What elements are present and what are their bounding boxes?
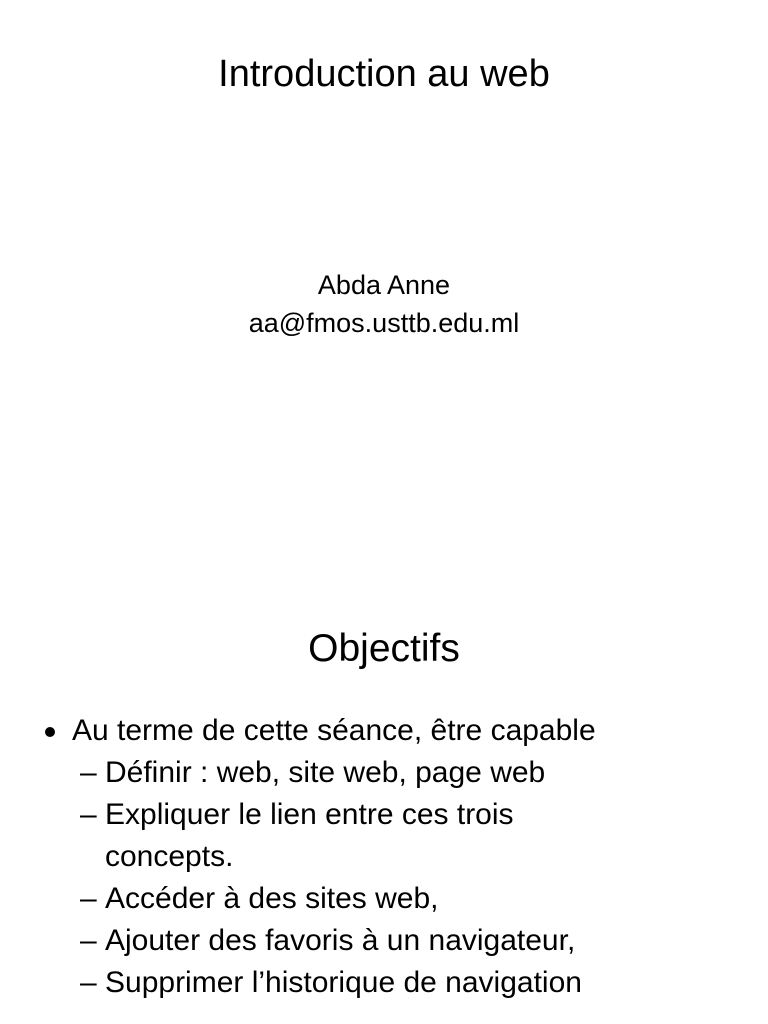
dash-icon: – [80,756,97,789]
sub-bullet-text: Supprimer l’historique de navigation [105,966,582,999]
sub-bullet [0,794,625,878]
author-email: aa@fmos.usttb.edu.ml [248,308,520,338]
bullet-dot-icon [45,727,55,737]
dash-icon: – [80,882,97,915]
sub-bullet [0,962,625,1004]
dash-icon: – [80,966,97,999]
slide-title: Introduction au web [218,53,550,95]
sub-bullet [0,752,625,794]
sub-bullet-text: Accéder à des sites web, [105,882,439,915]
main-bullet [0,710,768,752]
sub-bullet [0,920,625,962]
author-block [0,266,768,342]
sub-bullet [0,878,625,920]
sub-bullet-text: Définir : web, site web, page web [105,756,546,789]
dash-icon: – [80,924,97,957]
objectives-title: Objectifs [308,627,460,670]
objectives-slide [0,590,768,1024]
dash-icon: – [80,798,97,831]
bullet-list [0,710,768,1004]
main-bullet-text: Au terme de cette séance, être capable [72,714,596,747]
sub-bullet-text: Expliquer le lien entre ces trois concepts. [105,798,514,873]
author-name: Abda Anne [317,270,451,300]
sub-bullet-text: Ajouter des favoris à un navigateur, [105,924,576,957]
